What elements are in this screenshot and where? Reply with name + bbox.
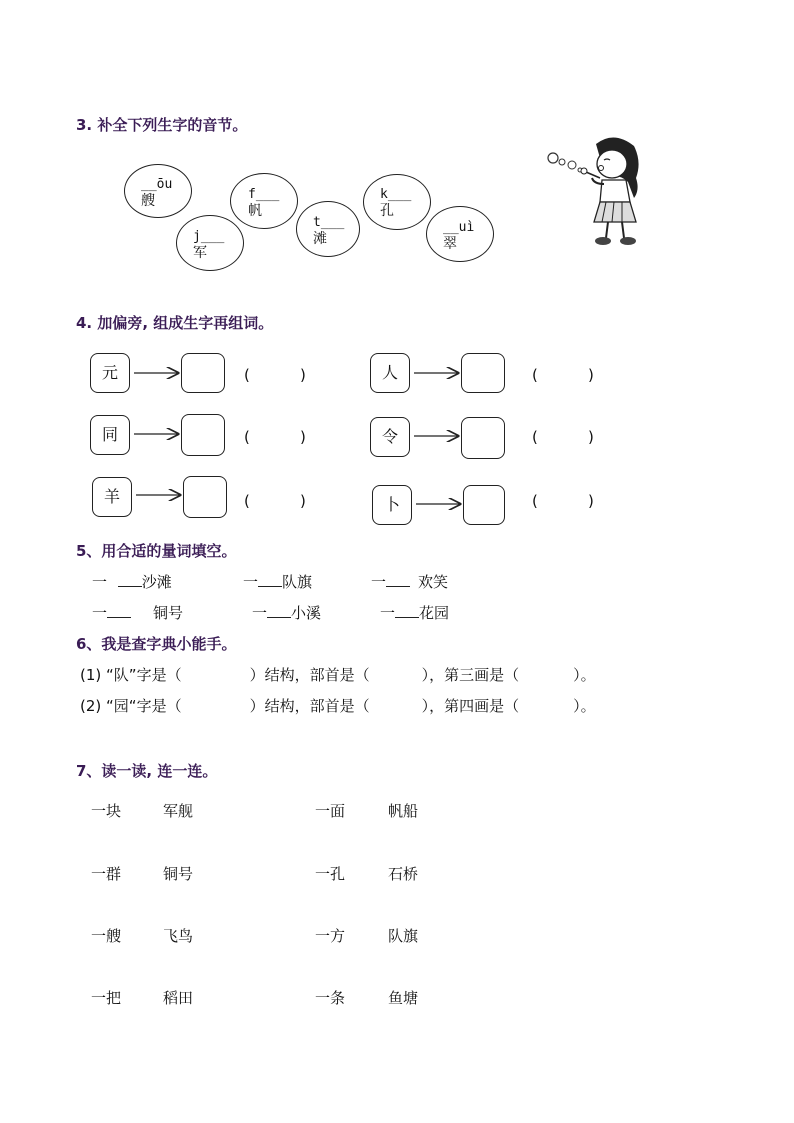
char-quote: “园“字是（: [106, 697, 182, 715]
end-text: ）。: [573, 666, 596, 684]
match-item[interactable]: 军舰: [163, 802, 194, 820]
answer-char-box[interactable]: [461, 417, 505, 459]
measure-blank[interactable]: [107, 617, 131, 618]
arrow-icon: [134, 428, 180, 440]
arrow-icon: [414, 430, 460, 442]
match-item[interactable]: 一艘: [91, 927, 122, 945]
dictionary-line: [80, 664, 596, 685]
syllable-bubble: [124, 164, 192, 218]
measure-blank[interactable]: [267, 617, 291, 618]
match-item[interactable]: 鱼塘: [388, 989, 419, 1007]
word-paren-close: ): [300, 366, 306, 384]
bubble-pinyin: t___: [313, 215, 345, 230]
bubble-char: 军: [193, 245, 207, 261]
arrow-icon: [136, 489, 182, 501]
word-paren-open: (: [532, 366, 538, 384]
struct-text: ）结构，部首是（: [249, 666, 370, 684]
word-paren-open: (: [532, 492, 538, 510]
answer-char-box[interactable]: [461, 353, 505, 393]
bubble-char: 艘: [141, 193, 155, 209]
syllable-bubble: [176, 215, 244, 271]
word-paren-open: (: [532, 428, 538, 446]
radical-char: 令: [381, 427, 398, 446]
char-quote: “队”字是（: [106, 666, 182, 684]
radical-char: 羊: [103, 487, 120, 506]
measure-blank[interactable]: [118, 586, 142, 587]
q3-title: 3. 补全下列生字的音节。: [76, 116, 248, 134]
answer-char-box[interactable]: [463, 485, 505, 525]
match-item[interactable]: 石桥: [388, 865, 419, 883]
arrow-icon: [414, 367, 460, 379]
match-item[interactable]: 帆船: [388, 802, 419, 820]
word-paren-open: (: [244, 428, 250, 446]
syllable-bubble: [230, 173, 298, 229]
bubble-pinyin: __uì: [443, 220, 475, 235]
measure-word: 花园: [419, 604, 450, 622]
q7-title: 7、读一读, 连一连。: [76, 762, 218, 780]
radical-char-box: [90, 353, 130, 393]
bubble-pinyin: k___: [380, 187, 412, 202]
dictionary-line: [80, 695, 596, 716]
measure-word-item: [92, 602, 183, 623]
line-number: (2): [80, 697, 102, 715]
bubble-pinyin: j___: [193, 229, 225, 244]
measure-prefix: 一: [380, 604, 396, 622]
measure-word-item: [371, 571, 448, 592]
radical-char: 同: [101, 425, 118, 444]
line-number: (1): [80, 666, 102, 684]
arrow-icon: [134, 367, 180, 379]
answer-char-box[interactable]: [181, 353, 225, 393]
radical-char: 卜: [383, 495, 400, 514]
radical-char-box: [372, 485, 412, 525]
measure-blank[interactable]: [386, 586, 410, 587]
measure-word-item: [243, 571, 312, 592]
syllable-bubble: [363, 174, 431, 230]
struct-text: ）结构，部首是（: [249, 697, 370, 715]
stroke-text: ），第四画是（: [421, 697, 520, 715]
measure-word-item: [92, 571, 172, 592]
syllable-bubble: [296, 201, 360, 257]
measure-word: 沙滩: [141, 573, 172, 591]
girl-blowing-bubbles-icon: [544, 132, 650, 250]
measure-prefix: 一: [243, 573, 259, 591]
measure-prefix: 一: [92, 573, 108, 591]
radical-char: 人: [381, 363, 398, 382]
word-paren-open: (: [244, 366, 250, 384]
radical-char: 元: [101, 363, 118, 382]
bubble-char: 帆: [248, 203, 262, 219]
stroke-text: ），第三画是（: [421, 666, 520, 684]
measure-blank[interactable]: [258, 586, 282, 587]
answer-char-box[interactable]: [181, 414, 225, 456]
measure-prefix: 一: [252, 604, 268, 622]
bubble-char: 滩: [313, 231, 327, 247]
end-text: ）。: [573, 697, 596, 715]
match-item[interactable]: 一条: [315, 989, 346, 1007]
word-paren-close: ): [588, 492, 594, 510]
measure-word-item: [252, 602, 321, 623]
measure-prefix: 一: [92, 604, 108, 622]
match-item[interactable]: 队旗: [388, 927, 419, 945]
measure-word: 欢笑: [418, 573, 449, 591]
q4-title: 4. 加偏旁, 组成生字再组词。: [76, 314, 274, 332]
match-item[interactable]: 铜号: [163, 865, 194, 883]
match-item[interactable]: 稻田: [163, 989, 194, 1007]
bubble-pinyin: __ōu: [141, 177, 173, 192]
measure-word: 队旗: [282, 573, 313, 591]
radical-char-box: [92, 477, 132, 517]
match-item[interactable]: 一块: [91, 802, 122, 820]
arrow-icon: [416, 498, 462, 510]
match-item[interactable]: 一孔: [315, 865, 346, 883]
word-paren-close: ): [300, 492, 306, 510]
bubble-char: 翠: [443, 236, 457, 252]
measure-prefix: 一: [371, 573, 387, 591]
measure-word: 小溪: [291, 604, 322, 622]
radical-char-box: [370, 417, 410, 457]
word-paren-close: ): [300, 428, 306, 446]
match-item[interactable]: 一把: [91, 989, 122, 1007]
word-paren-close: ): [588, 366, 594, 384]
measure-word-item: [380, 602, 449, 623]
word-paren-open: (: [244, 492, 250, 510]
measure-blank[interactable]: [395, 617, 419, 618]
q5-title: 5、用合适的量词填空。: [76, 542, 237, 560]
match-item[interactable]: 一面: [315, 802, 346, 820]
match-item[interactable]: 飞鸟: [163, 927, 194, 945]
answer-char-box[interactable]: [183, 476, 227, 518]
match-item[interactable]: 一群: [91, 865, 122, 883]
measure-word: 铜号: [153, 604, 184, 622]
syllable-bubble: [426, 206, 494, 262]
radical-char-box: [370, 353, 410, 393]
match-item[interactable]: 一方: [315, 927, 346, 945]
word-paren-close: ): [588, 428, 594, 446]
radical-char-box: [90, 415, 130, 455]
bubble-pinyin: f___: [248, 187, 280, 202]
q6-title: 6、我是查字典小能手。: [76, 635, 237, 653]
bubble-char: 孔: [380, 203, 394, 219]
